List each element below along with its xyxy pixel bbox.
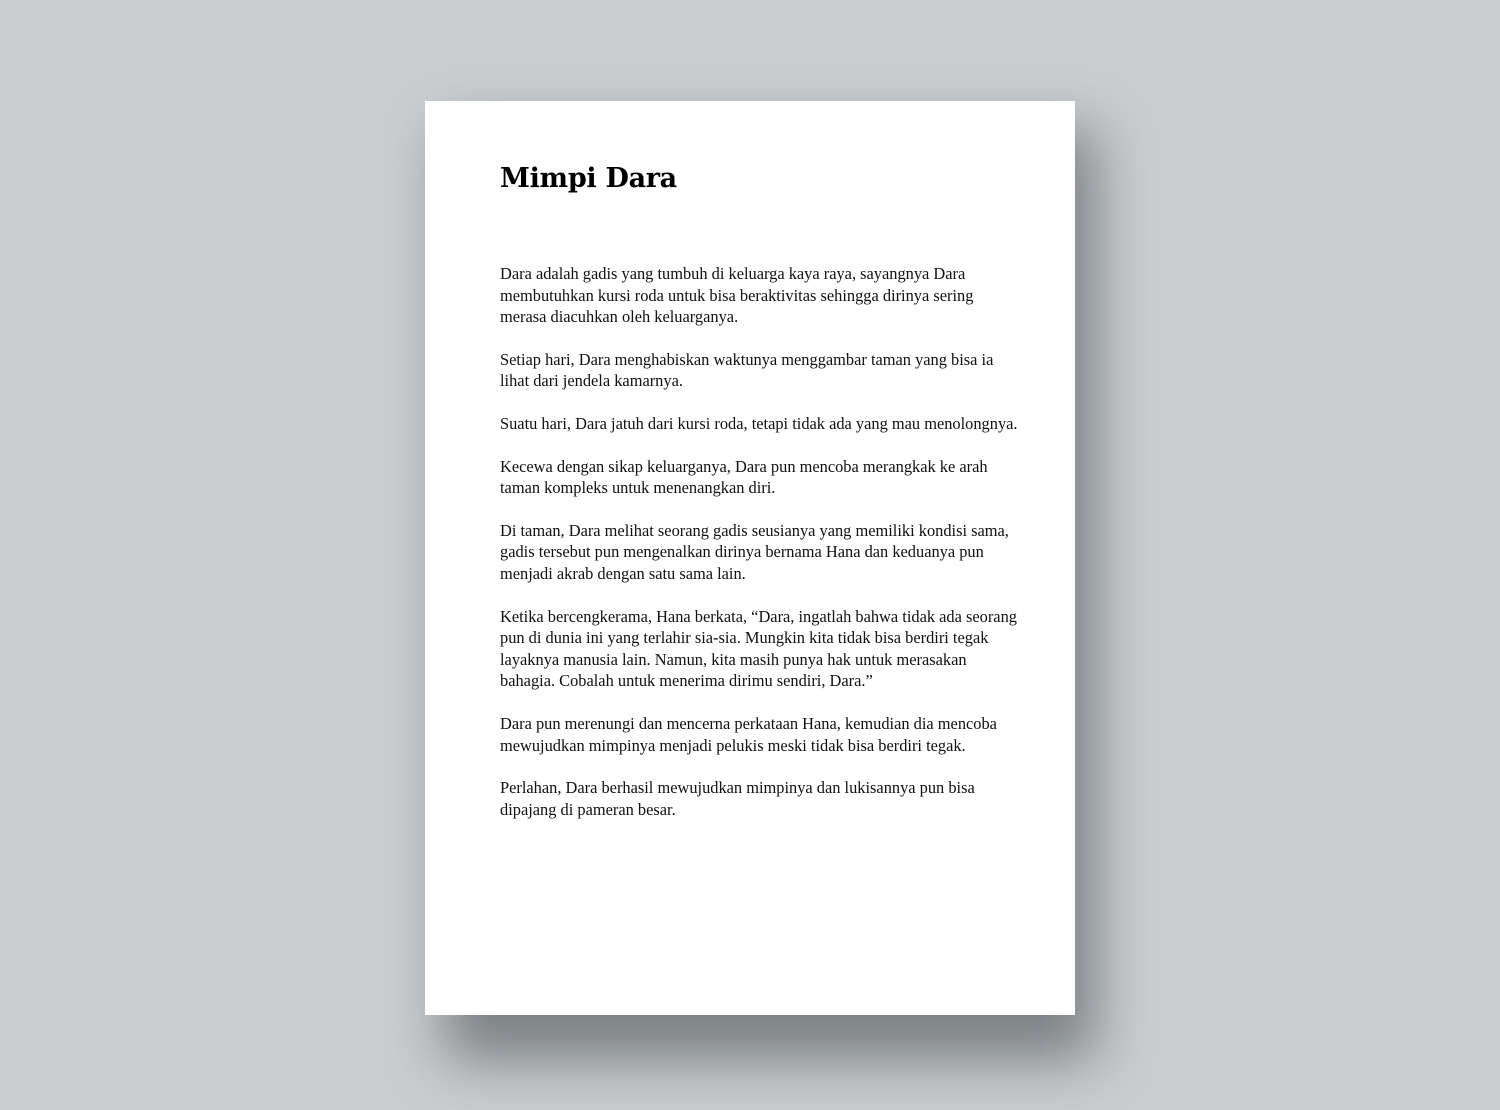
paragraph: Suatu hari, Dara jatuh dari kursi roda, tetapi tidak ada yang mau menolongnya.	[500, 413, 1018, 433]
paragraph: Kecewa dengan sikap keluarganya, Dara pun mencoba merangkak ke arah taman kompleks untuk menenangkan diri.	[500, 456, 988, 498]
paragraph: Dara adalah gadis yang tumbuh di keluarga kaya raya, sayangnya Dara membutuhkan kursi roda untuk bisa beraktivitas sehingga dirinya sering merasa diacuhkan oleh keluarganya.	[500, 264, 974, 327]
document-page	[425, 101, 1075, 1015]
paragraph: Dara pun merenungi dan mencerna perkataan Hana, kemudian dia mencoba mewujudkan mimpinya menjadi pelukis meski tidak bisa berdiri tegak.	[500, 713, 997, 755]
paragraph: Ketika bercengkerama, Hana berkata, “Dara, ingatlah bahwa tidak ada seorang pun di dunia ini yang terlahir sia-sia. Mungkin kita tidak bisa berdiri tegak layaknya manusia lain. Namun, kita masih punya hak untuk merasakan bahagia. Cobalah untuk menerima dirimu sendiri, Dara.”	[500, 606, 1017, 691]
document-title: Mimpi Dara	[500, 163, 677, 194]
paragraph: Perlahan, Dara berhasil mewujudkan mimpinya dan lukisannya pun bisa dipajang di pameran besar.	[500, 778, 975, 819]
paragraph: Setiap hari, Dara menghabiskan waktunya menggambar taman yang bisa ia lihat dari jendela kamarnya.	[500, 349, 994, 391]
paragraph: Di taman, Dara melihat seorang gadis seusianya yang memiliki kondisi sama, gadis tersebut pun mengenalkan dirinya bernama Hana dan keduanya pun menjadi akrab dengan satu sama lain.	[500, 520, 1009, 583]
document-body	[500, 263, 1020, 841]
